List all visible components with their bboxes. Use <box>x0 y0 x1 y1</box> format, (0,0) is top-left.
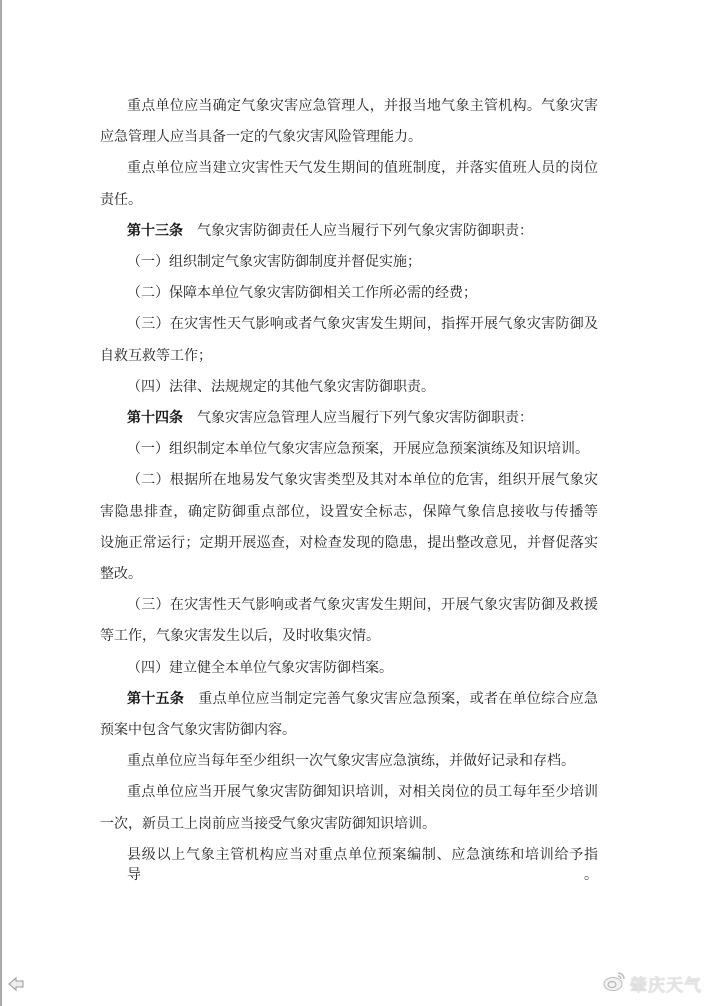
line-text: 等工作，气象灾害发生以后，及时收集灾情。 <box>100 628 380 645</box>
watermark <box>603 970 702 996</box>
text-line <box>127 782 598 802</box>
text-line <box>127 439 589 459</box>
article-heading-line <box>127 689 598 709</box>
line-text: 重点单位应当开展气象灾害防御知识培训，对相关岗位的员工每年至少培训 <box>127 784 598 801</box>
text-line <box>127 96 598 116</box>
line-text: 预案中包含气象灾害防御内容。 <box>100 722 296 738</box>
line-text: 气象灾害应急管理人应当履行下列气象灾害防御职责： <box>183 410 533 426</box>
line-text: 气象灾害防御责任人应当履行下列气象灾害防御职责： <box>183 222 533 239</box>
text-line <box>127 377 435 397</box>
text-line <box>127 470 598 490</box>
article-number: 第十三条 <box>127 222 183 239</box>
line-text: 重点单位应当确定气象灾害应急管理人，并报当地气象主管机构。气象灾害 <box>127 98 598 114</box>
line-text: 重点单位应当每年至少组织一次气象灾害应急演练，并做好记录和存档。 <box>127 753 575 770</box>
text-line <box>100 626 380 646</box>
back-arrow-icon[interactable] <box>8 976 24 992</box>
text-line <box>127 314 598 334</box>
line-text: （四）建立健全本单位气象灾害防御档案。 <box>127 659 393 676</box>
line-text: 整改。 <box>100 566 142 582</box>
article-heading-line <box>127 408 533 428</box>
article-heading-line <box>127 221 533 241</box>
weibo-icon <box>603 970 627 996</box>
page-border <box>0 0 2 1006</box>
line-text: 害隐患排查，确定防御重点部位，设置安全标志，保障气象信息接收与传播等 <box>100 503 598 520</box>
line-text: （三）在灾害性天气影响或者气象灾害发生期间，开展气象灾害防御及救援 <box>127 597 598 614</box>
line-text: 重点单位应当建立灾害性天气发生期间的值班制度，并落实值班人员的岗位 <box>127 160 598 177</box>
text-line <box>100 127 422 147</box>
text-line <box>100 346 212 366</box>
text-line <box>100 720 296 740</box>
line-text: 一次，新员工上岗前应当接受气象灾害防御知识培训。 <box>100 815 436 832</box>
text-line <box>127 595 598 615</box>
text-line <box>127 751 575 771</box>
watermark-text: 肇庆天气 <box>630 975 702 996</box>
line-text: 应急管理人应当具备一定的气象灾害风险管理能力。 <box>100 129 422 146</box>
line-text: 自救互救等工作； <box>100 347 212 364</box>
text-line <box>100 533 598 553</box>
text-line <box>127 252 421 272</box>
article-number: 第十四条 <box>127 410 183 426</box>
line-text: 设施正常运行；定期开展巡查，对检查发现的隐患，提出整改意见，并督促落实 <box>100 534 598 551</box>
text-line <box>100 502 598 522</box>
text-line <box>100 190 142 210</box>
text-line <box>127 658 393 678</box>
text-line <box>100 564 142 584</box>
line-text: 重点单位应当制定完善气象灾害应急预案，或者在单位综合应急 <box>184 690 598 707</box>
text-line <box>100 814 436 834</box>
line-text: （一）组织制定气象灾害防御制度并督促实施； <box>127 254 421 270</box>
line-text: （一）组织制定本单位气象灾害应急预案，开展应急预案演练及知识培训。 <box>127 441 589 458</box>
line-text: （二）保障本单位气象灾害防御相关工作所必需的经费； <box>127 285 477 302</box>
article-number: 第十五条 <box>127 690 185 707</box>
line-text: 责任。 <box>100 191 142 208</box>
line-text: 县级以上气象主管机构应当对重点单位预案编制、应急演练和培训给予指导。 <box>127 846 598 883</box>
text-line <box>127 283 477 303</box>
line-text: （二）根据所在地易发气象灾害类型及其对本单位的危害，组织开展气象灾 <box>127 472 598 489</box>
line-text: （四）法律、法规规定的其他气象灾害防御职责。 <box>127 378 435 395</box>
text-line <box>127 845 598 883</box>
text-line <box>127 158 598 178</box>
line-text: （三）在灾害性天气影响或者气象灾害发生期间，指挥开展气象灾害防御及 <box>127 316 598 333</box>
